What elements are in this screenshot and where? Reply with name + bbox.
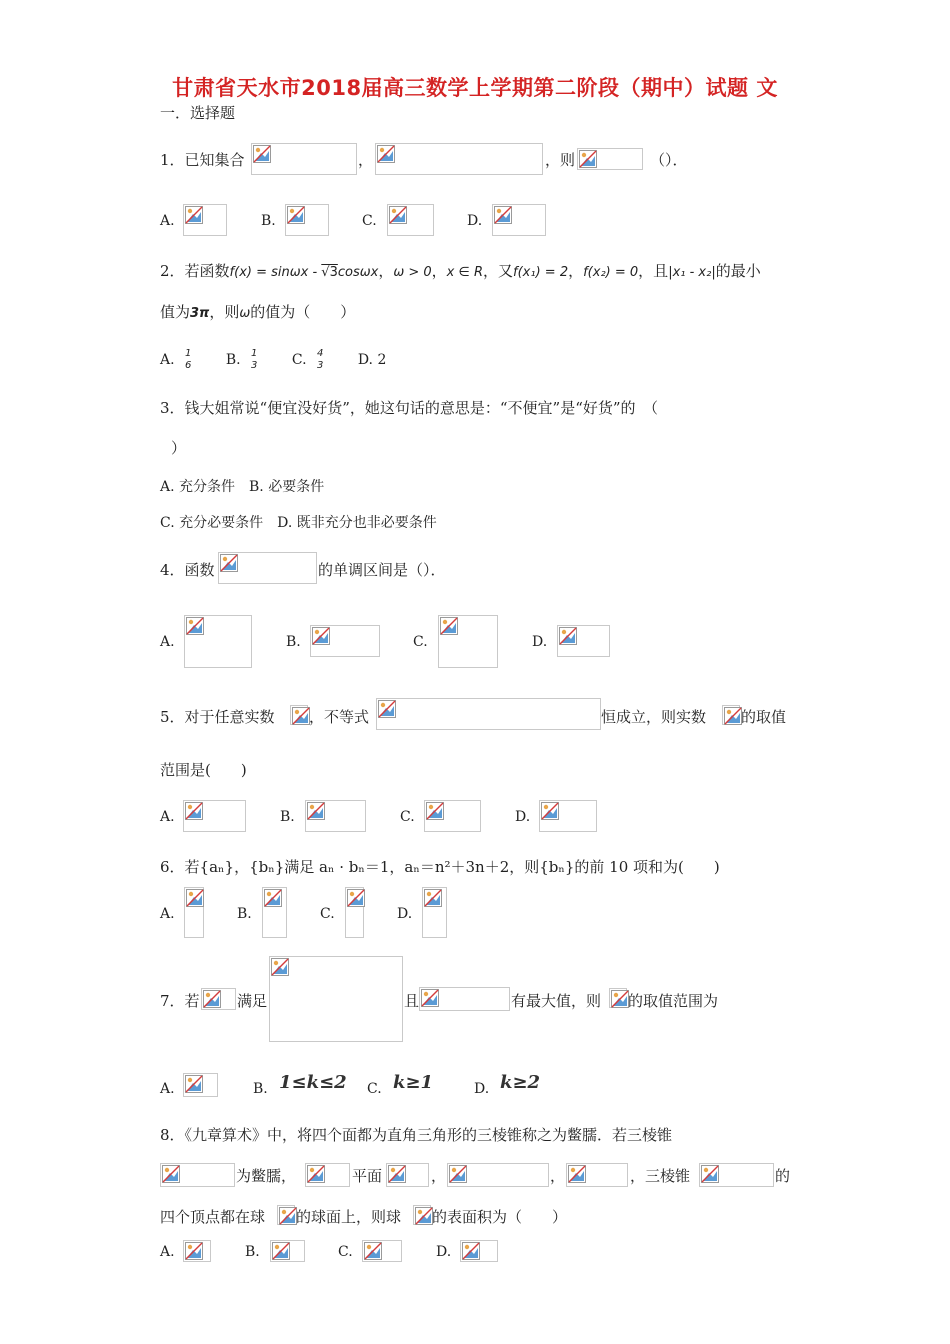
- q7-number: 7．若: [160, 992, 200, 1010]
- q6-opt-a-image: [184, 887, 204, 938]
- q8-tetra2-image: [699, 1163, 774, 1187]
- q1-tail: （）．: [650, 151, 688, 169]
- q1-comma: ，: [358, 151, 374, 169]
- q1-text: [160, 150, 245, 170]
- q2-opt-a-label: A.: [160, 352, 175, 368]
- q2-opt-b-label: B.: [225, 352, 241, 368]
- q5-line2: 范围是( ): [160, 761, 247, 779]
- q5-opt-b-image: [305, 800, 366, 832]
- fraction-denominator: 3: [251, 360, 258, 371]
- q2-fx1: f(x₁) = 2: [513, 265, 569, 280]
- q7-opt-c-text: k≥1: [393, 1072, 434, 1093]
- q2-and: ，且: [638, 262, 669, 280]
- q8-ball-image: [277, 1205, 295, 1225]
- q2-opt-b-fraction: [251, 348, 257, 372]
- q4-function-image: [218, 552, 317, 584]
- broken-image-icon: [494, 206, 512, 224]
- q2-line2: [160, 302, 355, 324]
- broken-image-icon: [253, 145, 271, 163]
- q8-length-image: [447, 1163, 549, 1187]
- q2-number: 2．若函数: [160, 262, 230, 280]
- broken-image-icon: [415, 1207, 433, 1225]
- q2-sep: ，: [431, 262, 447, 280]
- q2-sqrt3: √3: [321, 265, 338, 280]
- broken-image-icon: [426, 802, 444, 820]
- broken-image-icon: [287, 206, 305, 224]
- q1-expr-image: [577, 148, 643, 170]
- q1-then: ，则: [545, 151, 576, 169]
- broken-image-icon: [264, 889, 282, 907]
- q7-objective-image: [419, 987, 510, 1011]
- q5-opt-a-label: A.: [160, 809, 175, 825]
- q8-opt-c-label: C.: [338, 1244, 353, 1260]
- q4-opt-b-image: [310, 625, 380, 657]
- q4-opt-a-label: A.: [160, 634, 175, 650]
- broken-image-icon: [568, 1165, 586, 1183]
- q4-number: 4．函数: [160, 561, 215, 579]
- q2-ask: 的值为（ ）: [250, 303, 356, 321]
- q2-also: 又: [498, 262, 514, 280]
- q1-number: 1．已知集合: [160, 151, 245, 169]
- q8-l2-e: ，三棱锥: [630, 1167, 691, 1185]
- q2-options: [160, 348, 386, 372]
- q2-omega: ω: [239, 306, 251, 321]
- q8-opt-d-label: D.: [436, 1244, 452, 1260]
- broken-image-icon: [440, 617, 458, 635]
- broken-image-icon: [364, 1242, 382, 1260]
- broken-image-icon: [185, 206, 203, 224]
- broken-image-icon: [378, 700, 396, 718]
- q6-opt-d-image: [422, 887, 447, 938]
- q8-opt-a-image: [183, 1240, 211, 1262]
- q6-opt-c-label: C.: [320, 906, 335, 922]
- q7-opt-b-label: B.: [253, 1081, 268, 1097]
- q8-line1: 8．《九章算术》中，将四个面都为直角三角形的三棱锥称之为鳖臑．若三棱锥: [160, 1126, 673, 1144]
- q7-qie: 且: [404, 992, 420, 1010]
- q5-mid: ，不等式: [309, 708, 370, 726]
- fraction-denominator: 6: [185, 360, 192, 371]
- q7-opt-d-label: D.: [474, 1081, 490, 1097]
- broken-image-icon: [559, 627, 577, 645]
- q2-opt-c-fraction: [317, 348, 323, 372]
- q7-opt-c-label: C.: [367, 1081, 382, 1097]
- broken-image-icon: [388, 1165, 406, 1183]
- q7-vars-image: [201, 988, 236, 1010]
- broken-image-icon: [203, 990, 221, 1008]
- q5-opt-b-label: B.: [280, 809, 295, 825]
- q5-opt-a-image: [183, 800, 246, 832]
- q5-opt-d-image: [539, 800, 597, 832]
- page-title: 甘肃省天水市2018届高三数学上学期第二阶段（期中）试题 文: [172, 76, 778, 100]
- q5-opt-d-label: D.: [515, 809, 531, 825]
- q2-sep: ，: [483, 262, 499, 280]
- broken-image-icon: [611, 990, 629, 1008]
- broken-image-icon: [307, 1165, 325, 1183]
- q2-then: ，则: [209, 303, 240, 321]
- q8-line-image: [305, 1163, 350, 1187]
- q2-opt-d: D. 2: [357, 352, 387, 368]
- q2-line1: [160, 261, 761, 283]
- q7-mid: 满足: [237, 992, 268, 1010]
- q6-opt-b-image: [262, 887, 287, 938]
- broken-image-icon: [347, 889, 365, 907]
- q7-param-image: [609, 988, 627, 1008]
- q3-options-ab: A. 充分条件 B. 必要条件: [160, 479, 325, 495]
- q5-param-image: [722, 705, 740, 725]
- q1-opt-b-label: B.: [261, 213, 276, 229]
- q5-number: 5．对于任意实数: [160, 708, 275, 726]
- q1-opt-b-image: [285, 204, 329, 236]
- q3-line2: ）: [171, 439, 187, 457]
- section-heading: 一．选择题: [160, 104, 236, 122]
- q3-line1: 3．钱大姐常说“便宜没好货”，她这句话的意思是：“不便宜”是“好货”的 （: [160, 399, 659, 417]
- q8-opt-b-image: [270, 1240, 305, 1262]
- q8-l2-a: 为鳖臑，: [236, 1167, 297, 1185]
- broken-image-icon: [701, 1165, 719, 1183]
- q7-tail-b: 的取值范围为: [628, 992, 719, 1010]
- broken-image-icon: [724, 707, 742, 725]
- q2-function: f(x) = sinωx -: [229, 265, 322, 280]
- q4-opt-a-image: [184, 615, 252, 668]
- broken-image-icon: [462, 1242, 480, 1260]
- q1-set-b-image: [375, 143, 543, 175]
- q1-set-a-image: [251, 143, 357, 175]
- q4-opt-b-label: B.: [286, 634, 301, 650]
- q6-opt-c-image: [345, 887, 364, 938]
- broken-image-icon: [389, 206, 407, 224]
- q2-x-in-r: x ∈ R: [446, 265, 483, 280]
- q7-tail-a: 有最大值，则: [511, 992, 602, 1010]
- broken-image-icon: [271, 958, 289, 976]
- q5-inequality-image: [376, 698, 601, 730]
- q8-opt-a-label: A.: [160, 1244, 175, 1260]
- q7-opt-a-label: A.: [160, 1081, 175, 1097]
- q2-min-word: 的最小: [715, 262, 761, 280]
- q6-opt-b-label: B.: [237, 906, 252, 922]
- broken-image-icon: [307, 802, 325, 820]
- broken-image-icon: [185, 1075, 203, 1093]
- q8-l3-a: 四个顶点都在球: [160, 1208, 266, 1226]
- broken-image-icon: [312, 627, 330, 645]
- q6-opt-d-label: D.: [397, 906, 413, 922]
- q8-l2-b: 平面: [352, 1167, 383, 1185]
- q5-tail-b: 的取值: [741, 708, 787, 726]
- q8-l2-d: ，: [550, 1167, 566, 1185]
- q1-opt-a-label: A.: [160, 213, 175, 229]
- q2-opt-a-fraction: [185, 348, 191, 372]
- q2-three-pi: 3π: [190, 306, 210, 321]
- q7-opt-d-text: k≥2: [500, 1072, 541, 1093]
- q8-plane-image: [386, 1163, 429, 1187]
- q1-opt-d-image: [492, 204, 546, 236]
- broken-image-icon: [162, 1165, 180, 1183]
- q5-var-image: [290, 705, 308, 725]
- broken-image-icon: [421, 989, 439, 1007]
- broken-image-icon: [424, 889, 442, 907]
- q2-fx2: f(x₂) = 0: [583, 265, 639, 280]
- q5-tail-a: 恒成立，则实数: [601, 708, 707, 726]
- q3-options-cd: C. 充分必要条件 D. 既非充分也非必要条件: [160, 515, 437, 531]
- q2-sep: ，: [378, 262, 394, 280]
- q1-opt-c-image: [387, 204, 434, 236]
- q5-opt-c-label: C.: [400, 809, 415, 825]
- q2-opt-c-label: C.: [291, 352, 307, 368]
- q1-opt-d-label: D.: [467, 213, 483, 229]
- q8-opt-b-label: B.: [245, 1244, 260, 1260]
- q6-text: 6．若{aₙ}，{bₙ}满足 aₙ · bₙ＝1，aₙ＝n²＋3n＋2，则{bₙ}的前 10 项和为( ): [160, 858, 720, 876]
- q4-opt-c-label: C.: [413, 634, 428, 650]
- broken-image-icon: [186, 889, 204, 907]
- broken-image-icon: [377, 145, 395, 163]
- q8-tetra-image: [160, 1163, 235, 1187]
- q8-opt-d-image: [460, 1240, 498, 1262]
- q1-opt-c-label: C.: [362, 213, 377, 229]
- q5-opt-c-image: [424, 800, 481, 832]
- broken-image-icon: [185, 802, 203, 820]
- q4-tail: 的单调区间是（）．: [318, 561, 446, 579]
- q4-opt-d-image: [557, 625, 610, 657]
- q7-opt-b-text: 1≤k≤2: [279, 1072, 347, 1093]
- q8-opt-c-image: [362, 1240, 402, 1262]
- q2-value-is: 值为: [160, 303, 191, 321]
- q2-omega-positive: ω > 0: [393, 265, 432, 280]
- fraction-numerator: 1: [185, 348, 192, 359]
- q8-l2-c: ，: [431, 1167, 447, 1185]
- q6-opt-a-label: A.: [160, 906, 175, 922]
- broken-image-icon: [185, 1242, 203, 1260]
- broken-image-icon: [449, 1165, 467, 1183]
- broken-image-icon: [279, 1207, 297, 1225]
- q2-cos: cosωx: [337, 265, 379, 280]
- q1-opt-a-image: [183, 204, 227, 236]
- fraction-denominator: 3: [317, 360, 324, 371]
- broken-image-icon: [292, 707, 310, 725]
- fraction-numerator: 4: [317, 348, 324, 359]
- q2-sep: ，: [568, 262, 584, 280]
- q8-ball2-image: [413, 1205, 431, 1225]
- broken-image-icon: [579, 150, 597, 168]
- q7-constraints-image: [269, 956, 403, 1042]
- q2-abs-diff: |x₁ - x₂|: [668, 265, 716, 280]
- q4-opt-c-image: [438, 615, 498, 668]
- q8-l2-f: 的: [775, 1167, 791, 1185]
- q7-opt-a-image: [183, 1073, 218, 1097]
- broken-image-icon: [186, 617, 204, 635]
- q8-length2-image: [566, 1163, 628, 1187]
- broken-image-icon: [541, 802, 559, 820]
- q8-l3-b: 的球面上，则球: [296, 1208, 402, 1226]
- broken-image-icon: [272, 1242, 290, 1260]
- fraction-numerator: 1: [251, 348, 258, 359]
- broken-image-icon: [220, 554, 238, 572]
- q4-opt-d-label: D.: [532, 634, 548, 650]
- q8-l3-c: 的表面积为（ ）: [432, 1208, 568, 1226]
